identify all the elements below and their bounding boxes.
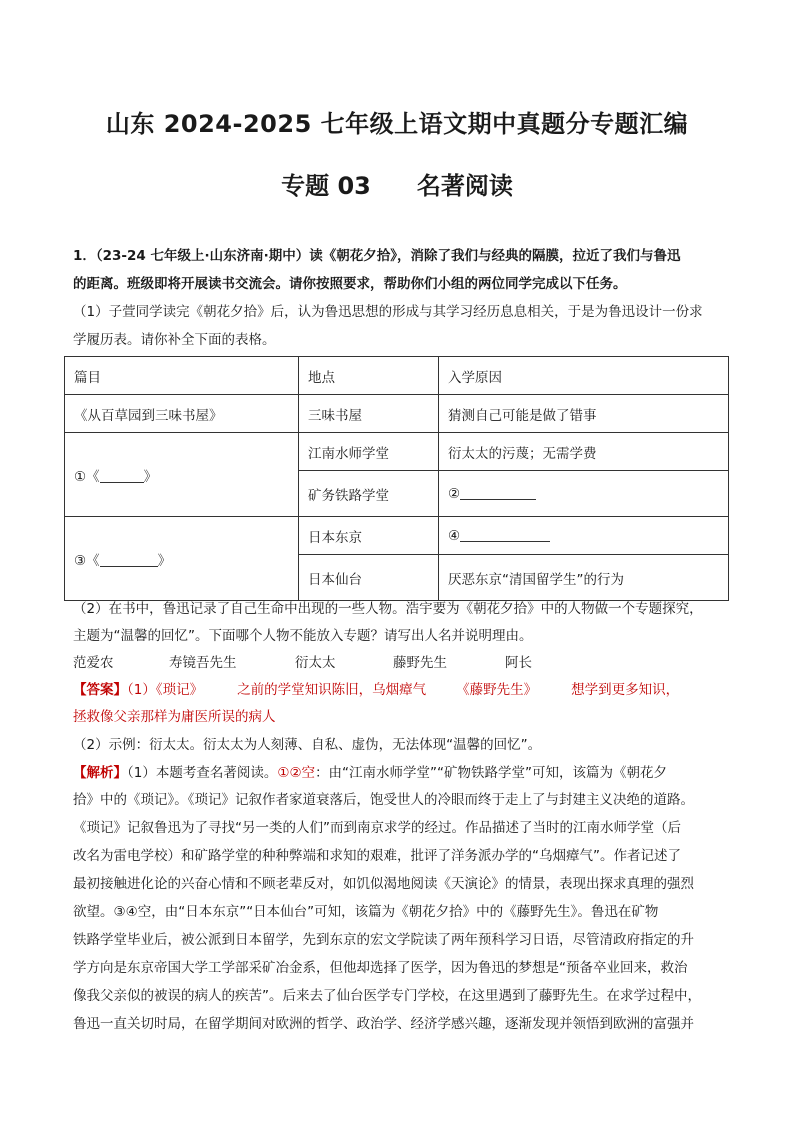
table-cell: 江南水师学堂 <box>299 433 439 471</box>
table-cell: 三味书屋 <box>299 395 439 433</box>
subquestion2-line1: （2）在书中，鲁迅记录了自己生命中出现的一些人物。浩宇要为《朝花夕拾》中的人物做一个专题探究， <box>73 601 703 617</box>
option-name: 范爱农 <box>73 655 114 671</box>
analysis-line: 《琐记》记叙鲁迅为了寻找“另一类的人们”而到南京求学的经过。作品描述了当时的江南水师学堂（后 <box>73 820 681 836</box>
answer-line3: （2）示例：衍太太。衍太太为人刻薄、自私、虚伪，无法体现“温馨的回忆”。 <box>73 737 542 753</box>
analysis-line: 改名为雷电学校）和矿路学堂的种种弊端和求知的艰难，批评了洋务派办学的“乌烟瘴气”。作者记述了 <box>73 848 681 864</box>
analysis-line: 学方向是东京帝国大学工学部采矿冶金系，但他却选择了医学，因为鲁迅的梦想是“预备卒业回来，救治 <box>73 960 688 976</box>
subquestion2-line2: 主题为“温馨的回忆”。下面哪个人物不能放入专题？请写出人名并说明理由。 <box>73 628 533 644</box>
table-cell: 猜测自己可能是做了错事 <box>439 395 729 433</box>
fill-blank-3[interactable] <box>100 552 158 567</box>
fill-blank-2[interactable] <box>460 485 536 500</box>
topic-number: 专题 03 <box>281 172 371 200</box>
option-name: 寿镜吾先生 <box>169 655 237 671</box>
blank-reason-cell-4: ④ <box>439 517 729 555</box>
fill-blank-4[interactable] <box>460 527 550 542</box>
analysis-line: 像我父亲似的被误的病人的疾苦”。后来去了仙台医学专门学校，在这里遇到了藤野先生。在求学过程中， <box>73 988 701 1004</box>
table-cell: 厌恶东京“清国留学生”的行为 <box>439 555 729 601</box>
table-row <box>65 395 729 433</box>
option-name: 阿长 <box>505 655 532 671</box>
header-cell-reason: 入学原因 <box>439 357 729 395</box>
analysis-line: 最初接触进化论的兴奋心情和不顾老辈反对，如饥似渴地阅读《天演论》的情景，表现出探求真理的强烈 <box>73 876 694 892</box>
table-row <box>65 517 729 555</box>
answer-line2: 拯救像父亲那样为庸医所误的病人 <box>73 709 276 725</box>
topic-heading <box>0 166 794 201</box>
analysis-label: 【解析】 <box>73 765 127 781</box>
blank-title-cell-1: ①《 》 <box>65 433 299 517</box>
character-options <box>73 653 733 673</box>
subquestion1-line1: （1）子萱同学读完《朝花夕拾》后，认为鲁迅思想的形成与其学习经历息息相关，于是为鲁迅设计一份求 <box>73 304 703 320</box>
header-cell-place: 地点 <box>299 357 439 395</box>
answer-label: 【答案】 <box>73 682 127 698</box>
subquestion1-line2: 学履历表。请你补全下面的表格。 <box>73 332 276 348</box>
analysis-line: 欲望。③④空，由“日本东京”“日本仙台”可知，该篇为《朝花夕拾》中的《藤野先生》。鲁迅在矿物 <box>73 904 659 920</box>
question-intro-line1: 1．（23-24 七年级上·山东济南·期中）读《朝花夕拾》，消除了我们与经典的隔膜，拉近了我们与鲁迅 <box>73 248 681 264</box>
table-cell: 日本仙台 <box>299 555 439 601</box>
answer-line1: 【答案】（1）《琐记》 之前的学堂知识陈旧，乌烟瘴气 《藤野先生》 想学到更多知识， <box>73 682 680 698</box>
analysis-line: 鲁迅一直关切时局，在留学期间对欧洲的哲学、政治学、经济学感兴趣，逐渐发现并领悟到欧洲的富强并 <box>73 1016 694 1032</box>
study-history-table <box>64 356 729 601</box>
table-row <box>65 433 729 471</box>
blank-reason-cell-2: ② <box>439 471 729 517</box>
fill-blank-1[interactable] <box>100 468 144 483</box>
table-cell: 《从百草园到三味书屋》 <box>65 395 299 433</box>
table-header-row <box>65 357 729 395</box>
option-name: 衍太太 <box>295 655 336 671</box>
analysis-line: 铁路学堂毕业后，被公派到日本留学，先到东京的宏文学院读了两年预科学习日语，尽管清政府指定的升 <box>73 932 694 948</box>
question-intro-line2: 的距离。班级即将开展读书交流会。请你按照要求，帮助你们小组的两位同学完成以下任务。 <box>73 276 627 292</box>
table-cell: 日本东京 <box>299 517 439 555</box>
topic-name: 名著阅读 <box>416 172 513 200</box>
analysis-line1: 【解析】（1）本题考查名著阅读。①②空：由“江南水师学堂”“矿物铁路学堂”可知，该篇为《朝花夕 <box>73 765 668 781</box>
document-title: 山东 2024-2025 七年级上语文期中真题分专题汇编 <box>105 110 689 138</box>
analysis-line: 拾》中的《琐记》。《琐记》记叙作者家道衰落后，饱受世人的冷眼而终于走上了与封建主义决绝的道路。 <box>73 792 694 808</box>
header-cell-title: 篇目 <box>65 357 299 395</box>
table-cell: 衍太太的污蔑；无需学费 <box>439 433 729 471</box>
option-name: 藤野先生 <box>393 655 447 671</box>
blank-title-cell-3: ③《 》 <box>65 517 299 601</box>
table-cell: 矿务铁路学堂 <box>299 471 439 517</box>
